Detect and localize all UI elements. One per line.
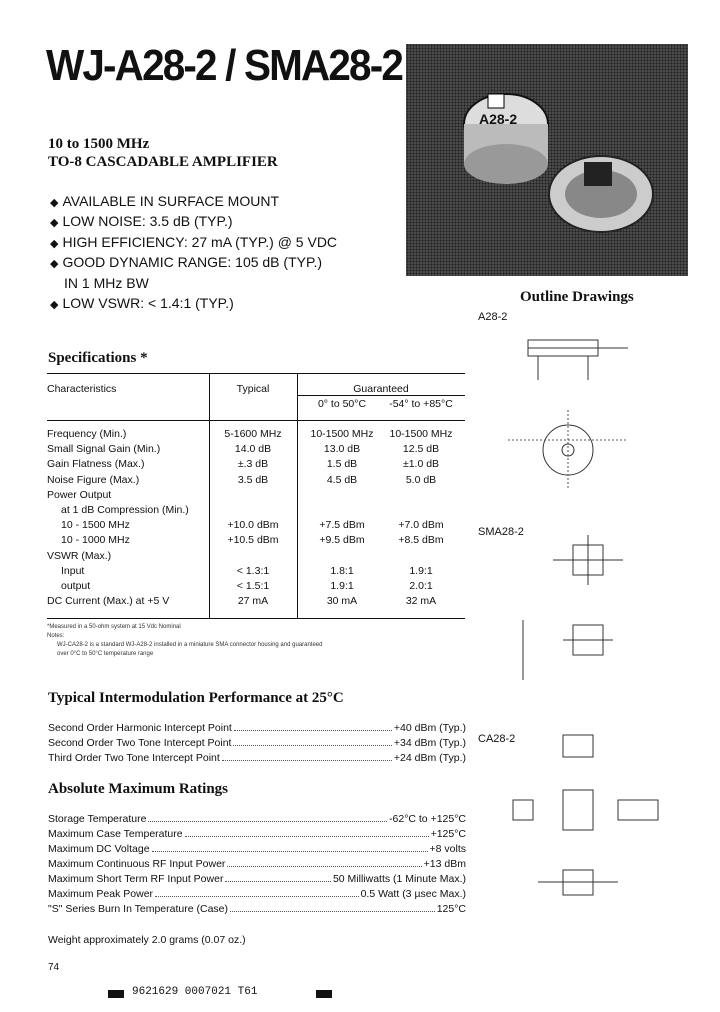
dot-leader [230, 911, 435, 912]
product-type: TO-8 CASCADABLE AMPLIFIER [48, 154, 278, 170]
spec-label: Power Output [47, 488, 112, 501]
spec-guaranteed-2: 12.5 dB [402, 443, 440, 456]
drawing-label-sma28: SMA28-2 [478, 526, 524, 538]
abs-max-label: Storage Temperature [48, 813, 147, 825]
spec-guaranteed-2: 10-1500 MHz [389, 428, 453, 440]
spec-guaranteed-2: 32 mA [405, 595, 437, 608]
spec-row [47, 504, 465, 519]
spec-guaranteed-2: ±1.0 dB [402, 458, 440, 471]
spec-label: Noise Figure (Max.) [47, 473, 140, 486]
spec-typical: +10.5 dBm [227, 534, 279, 547]
abs-max-value: +13 dBm [423, 858, 466, 870]
spec-row [47, 550, 465, 565]
feature-item: ◆ LOW NOISE: 3.5 dB (TYP.) [50, 213, 233, 229]
spec-label: DC Current (Max.) at +5 V [47, 595, 170, 608]
specifications-title: Specifications * [48, 350, 148, 366]
abs-max-value: 50 Milliwatts (1 Minute Max.) [332, 873, 466, 885]
photo-label: A28-2 [479, 111, 518, 127]
spec-label: Input [61, 564, 85, 577]
abs-max-label: Maximum DC Voltage [48, 843, 150, 855]
spec-row [47, 443, 465, 458]
spec-guaranteed-2: +7.0 dBm [398, 519, 444, 532]
spec-row [47, 565, 465, 580]
spec-row [47, 519, 465, 534]
spec-typical: < 1.5:1 [236, 580, 270, 592]
imd-title: Typical Intermodulation Performance at 25°C [48, 690, 344, 706]
imd-label: Second Order Two Tone Intercept Point [48, 737, 232, 749]
col-range-2: -54° to +85°C [389, 398, 453, 410]
spec-guaranteed-2: 2.0:1 [409, 580, 433, 592]
feature-item: IN 1 MHz BW [64, 275, 149, 291]
imd-row [48, 737, 466, 752]
drawing-label-ca28: CA28-2 [478, 733, 516, 745]
spec-label: Small Signal Gain (Min.) [47, 443, 161, 456]
spec-guaranteed-1: +7.5 dBm [319, 519, 365, 532]
abs-max-title: Absolute Maximum Ratings [48, 781, 229, 797]
dot-leader [234, 730, 392, 731]
spec-label: 10 - 1500 MHz [61, 519, 130, 532]
spec-label: at 1 dB Compression (Min.) [61, 504, 189, 516]
spec-note: *Measured in a 50-ohm system at 15 Vdc Nominal [47, 624, 181, 630]
abs-max-row [48, 873, 466, 888]
spec-guaranteed-1: 1.8:1 [330, 564, 354, 577]
spec-label: VSWR (Max.) [47, 549, 112, 562]
abs-max-value: +8 volts [429, 843, 466, 855]
barcode-block-left [108, 990, 124, 998]
spec-typical: 27 mA [237, 595, 269, 608]
frequency-range: 10 to 1500 MHz [48, 136, 150, 152]
spec-guaranteed-2: 5.0 dB [405, 473, 437, 486]
spec-guaranteed-2: 1.9:1 [409, 564, 433, 577]
spec-guaranteed-1: 10-1500 MHz [310, 428, 374, 440]
abs-max-label: Maximum Short Term RF Input Power [48, 873, 224, 885]
spec-typical: 5-1600 MHz [224, 428, 282, 440]
imd-label: Third Order Two Tone Intercept Point [48, 752, 220, 764]
col-typical: Typical [236, 383, 270, 395]
abs-max-row [48, 888, 466, 903]
spec-label: Frequency (Min.) [47, 428, 127, 440]
spec-row [47, 458, 465, 473]
spec-note: WJ-CA28-2 is a standard WJ-A28-2 installed in a miniature SMA connector housing and guaranteed [57, 642, 323, 648]
abs-max-row [48, 843, 466, 858]
dot-leader [233, 745, 391, 746]
spec-guaranteed-1: 13.0 dB [323, 443, 361, 456]
imd-value: +24 dBm (Typ.) [393, 752, 466, 764]
col-range-1: 0° to 50°C [317, 398, 367, 410]
spec-row [47, 580, 465, 595]
product-photo [406, 44, 688, 276]
dot-leader [225, 881, 331, 882]
spec-note: over 0°C to 50°C temperature range [57, 651, 154, 657]
dot-leader [227, 866, 421, 867]
abs-max-value: -62°C to +125°C [389, 813, 466, 825]
spec-notes [47, 623, 465, 659]
abs-max-row [48, 858, 466, 873]
feature-item: ◆ LOW VSWR: < 1.4:1 (TYP.) [50, 295, 234, 311]
page-number: 74 [48, 962, 60, 973]
spec-guaranteed-1: 1.9:1 [330, 580, 354, 592]
dot-leader [148, 821, 387, 822]
spec-typical: < 1.3:1 [236, 564, 270, 577]
abs-max-label: "S" Series Burn In Temperature (Case) [48, 903, 229, 915]
abs-max-row [48, 828, 466, 843]
weight-note: Weight approximately 2.0 grams (0.07 oz.) [48, 934, 246, 946]
dot-leader [222, 760, 392, 761]
barcode-text: 9621629 0007021 T61 [132, 986, 258, 998]
imd-label: Second Order Harmonic Intercept Point [48, 722, 232, 734]
abs-max-value: 125°C [436, 903, 466, 915]
spec-guaranteed-1: 30 mA [326, 595, 358, 608]
spec-guaranteed-1: 4.5 dB [326, 473, 358, 486]
product-title: WJ-A28-2 / SMA28-2 [46, 41, 403, 90]
imd-row [48, 722, 466, 737]
abs-max-label: Maximum Case Temperature [48, 828, 183, 840]
spec-typical: 3.5 dB [237, 473, 269, 486]
feature-item: ◆ GOOD DYNAMIC RANGE: 105 dB (TYP.) [50, 254, 323, 270]
abs-max-row [48, 813, 466, 828]
spec-row [47, 474, 465, 489]
spec-typical: 14.0 dB [234, 443, 272, 456]
spec-typical: ±.3 dB [237, 458, 269, 471]
drawing-label-a28: A28-2 [478, 311, 508, 323]
spec-note: Notes: [47, 633, 65, 639]
abs-max-label: Maximum Peak Power [48, 888, 154, 900]
spec-guaranteed-1: +9.5 dBm [319, 534, 365, 547]
spec-label: 10 - 1000 MHz [61, 534, 130, 547]
dot-leader [152, 851, 428, 852]
spec-guaranteed-2: +8.5 dBm [398, 534, 444, 547]
spec-guaranteed-1: 1.5 dB [326, 458, 358, 471]
spec-row [47, 595, 465, 610]
spec-label: output [61, 580, 91, 592]
spec-row [47, 534, 465, 549]
spec-row [47, 428, 465, 443]
abs-max-value: 0.5 Watt (3 µsec Max.) [360, 888, 466, 900]
outline-drawings-title: Outline Drawings [520, 289, 634, 305]
abs-max-row [48, 903, 466, 918]
barcode-block-right [316, 990, 332, 998]
spec-row [47, 489, 465, 504]
spec-typical: +10.0 dBm [227, 519, 279, 532]
abs-max-label: Maximum Continuous RF Input Power [48, 858, 226, 870]
col-guaranteed: Guaranteed [353, 383, 409, 395]
abs-max-list [48, 813, 466, 918]
feature-item: ◆ HIGH EFFICIENCY: 27 mA (TYP.) @ 5 VDC [50, 234, 338, 250]
spec-label: Gain Flatness (Max.) [47, 458, 145, 471]
imd-value: +34 dBm (Typ.) [393, 737, 466, 749]
imd-row [48, 752, 466, 767]
feature-item: ◆ AVAILABLE IN SURFACE MOUNT [50, 193, 279, 209]
abs-max-value: +125°C [430, 828, 466, 840]
imd-list [48, 722, 466, 767]
dot-leader [155, 896, 359, 897]
outline-drawings [478, 310, 688, 950]
dot-leader [185, 836, 429, 837]
imd-value: +40 dBm (Typ.) [393, 722, 466, 734]
col-characteristics: Characteristics [47, 383, 117, 395]
